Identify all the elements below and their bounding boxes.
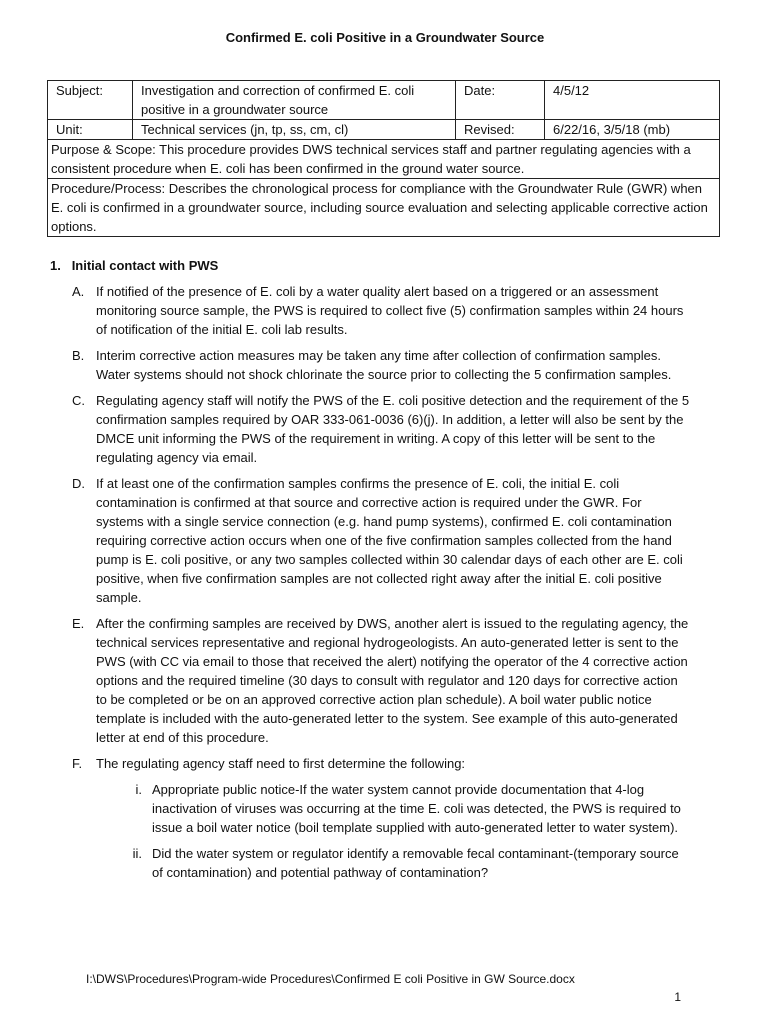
list-label: E. <box>72 616 85 631</box>
sublist-text: Appropriate public notice-If the water system cannot provide documentation that 4-log inactivation of viruses was occurring at the time E. coli was detected, the PWS is required to issue a boil water notice (boil template supplied with auto-generated letter to water system). <box>152 782 681 835</box>
subject-label-cell: Subject: <box>48 81 133 120</box>
list-text: Regulating agency staff will notify the PWS of the E. coli positive detection and the requirement of the 5 confirmation samples required by OAR 333-061-0036 (6)(j). In addition, a letter will also be sent by the DMCE unit informing the PWS of the requirement in writing. A copy of this letter will be sent to the regulating agency via email. <box>96 393 690 465</box>
section-title: Initial contact with PWS <box>71 258 219 273</box>
list-text: If at least one of the confirmation samples confirms the presence of E. coli, the initial E. coli contamination is confirmed at that source and corrective action is required under the GWR. For systems with a single service connection (e.g. hand pump systems), confirmed E. coli contamination requiring corrective action occurs when one of the five confirmation samples collected from the hand pump is E. coli positive, or any two samples collected within 30 calendar days of each other are E. coli positive, when five confirmation samples are not collected right away after the initial E. coli positive sample. <box>96 476 683 605</box>
sublist-text: Did the water system or regulator identify a removable fecal contaminant-(temporary source of contamination) and potential pathway of contamination? <box>152 846 679 880</box>
sublist-label: ii. <box>132 846 142 861</box>
list-label: A. <box>72 284 85 299</box>
list-label: C. <box>72 393 85 408</box>
section-heading <box>50 256 690 275</box>
list-text: Interim corrective action measures may be taken any time after collection of confirmation samples. Water systems should not shock chlorinate the source prior to collecting the 5 confirmation samples. <box>96 348 672 382</box>
section-number: 1. <box>50 258 61 273</box>
subject-value-cell: Investigation and correction of confirmed E. coli positive in a groundwater source <box>133 81 456 120</box>
document-body <box>50 256 690 889</box>
unit-label-cell: Unit: <box>48 120 133 140</box>
list-text: After the confirming samples are received by DWS, another alert is issued to the regulating agency, the technical services representative and regional hydrogeologists. An auto-generated letter is sent to the PWS (with CC via email to those that received the alert) notifying the operator of the 4 corrective action options and the required timeline (30 days to consult with regulator and 120 days for corrective action to be completed or be on an approved corrective action plan schedule). A boil water public notice template is included with the auto-generated letter to the system. See example of this auto-generated letter at end of this procedure. <box>96 616 689 745</box>
sublist-item-i <box>50 780 690 837</box>
page-number: 1 <box>674 990 681 1004</box>
list-label: B. <box>72 348 85 363</box>
date-label-cell: Date: <box>456 81 545 120</box>
sublist-label: i. <box>135 782 142 797</box>
list-item-c <box>50 391 690 467</box>
document-title: Confirmed E. coli Positive in a Groundwater Source <box>225 30 545 45</box>
list-item-e <box>50 614 690 747</box>
sublist-item-ii <box>50 844 690 882</box>
unit-value-cell: Technical services (jn, tp, ss, cm, cl) <box>133 120 456 140</box>
list-text: If notified of the presence of E. coli by a water quality alert based on a triggered or an assessment monitoring source sample, the PWS is required to collect five (5) confirmation samples within 24 hours of notification of the initial E. coli lab results. <box>96 284 684 337</box>
purpose-cell: Purpose & Scope: This procedure provides DWS technical services staff and partner regulating agencies with a consistent procedure when E. coli has been confirmed in the ground water source. <box>48 140 720 179</box>
procedure-cell: Procedure/Process: Describes the chronological process for compliance with the Groundwater Rule (GWR) when E. coli is confirmed in a groundwater source, including source evaluation and selecting applicable corrective action options. <box>48 179 720 237</box>
list-text: The regulating agency staff need to first determine the following: <box>96 756 466 771</box>
list-item-b <box>50 346 690 384</box>
file-path-footer: I:\DWS\Procedures\Program-wide Procedures\Confirmed E coli Positive in GW Source.docx <box>86 972 575 986</box>
revised-label-cell: Revised: <box>456 120 545 140</box>
list-item-f <box>50 754 690 773</box>
revised-value-cell: 6/22/16, 3/5/18 (mb) <box>545 120 720 140</box>
header-table <box>47 80 720 237</box>
list-label: D. <box>72 476 85 491</box>
list-label: F. <box>72 756 83 771</box>
date-value-cell: 4/5/12 <box>545 81 720 120</box>
list-item-d <box>50 474 690 607</box>
list-item-a <box>50 282 690 339</box>
